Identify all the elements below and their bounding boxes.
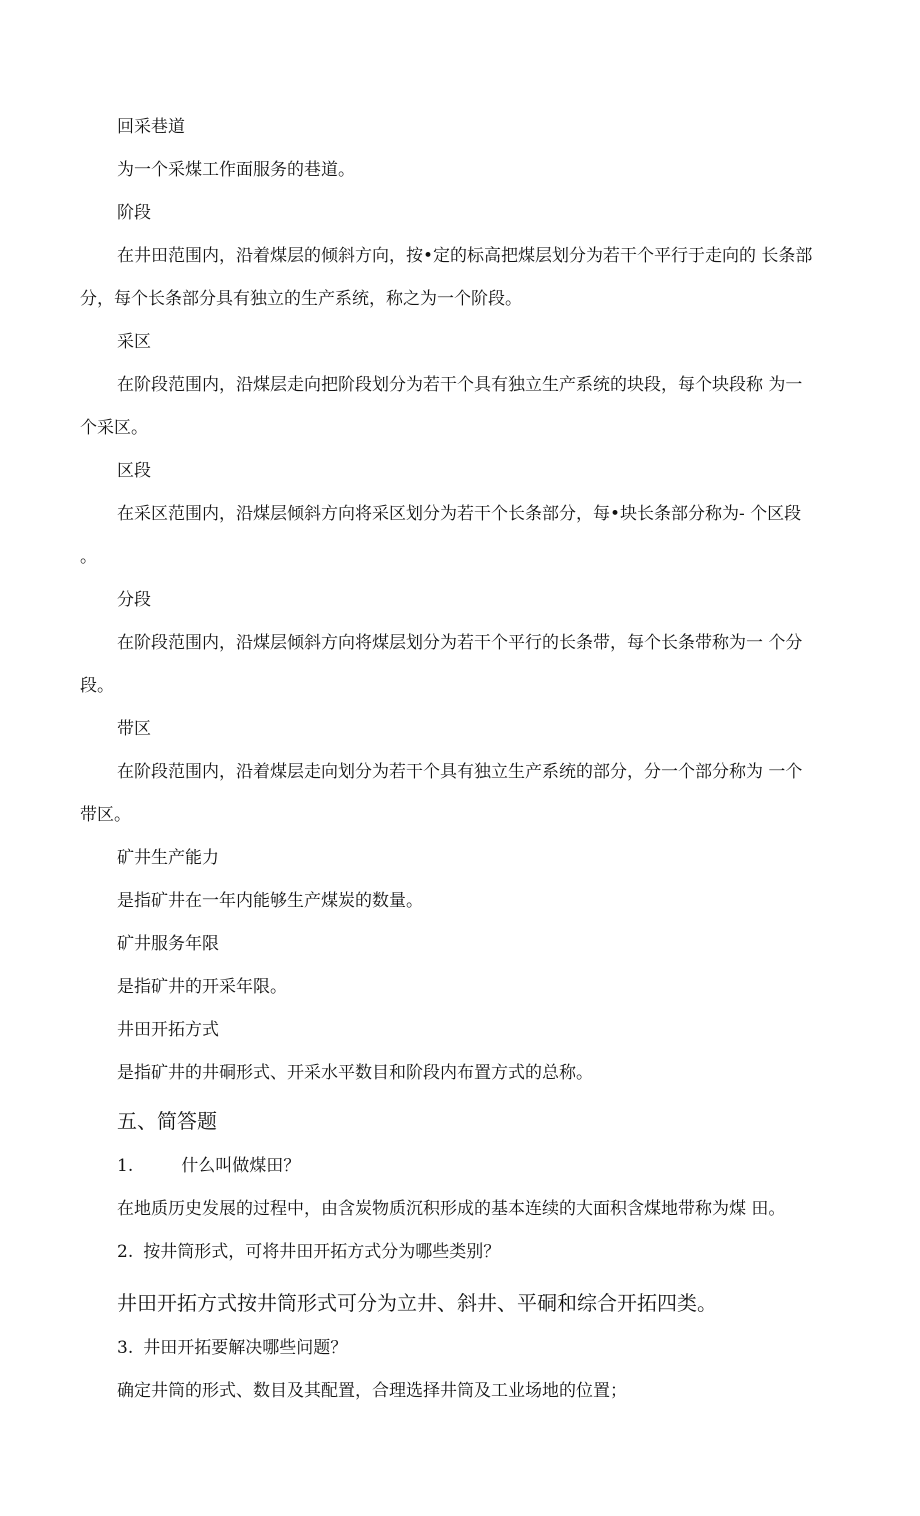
- question-text: 什么叫做煤田？: [181, 1156, 301, 1176]
- definition-text-continued: 段。: [80, 676, 114, 696]
- answer-3: 确定井筒的形式、数目及其配置，合理选择井筒及工业场地的位置；: [117, 1381, 627, 1401]
- definition-text-continued: 分，每个长条部分具有独立的生产系统，称之为一个阶段。: [80, 289, 522, 309]
- answer-2: 井田开拓方式按井筒形式可分为立井、斜井、平硐和综合开拓四类。: [117, 1291, 717, 1315]
- definition-text-continued: 。: [80, 547, 97, 567]
- definition-text: 在阶段范围内，沿煤层倾斜方向将煤层划分为若干个平行的长条带，每个长条带称为一 个分: [117, 633, 803, 653]
- question-text: 按井筒形式，可将井田开拓方式分为哪些类别？: [143, 1242, 501, 1262]
- definition-text: 是指矿井的井硐形式、开采水平数目和阶段内布置方式的总称。: [117, 1063, 593, 1083]
- definition-text: 在阶段范围内，沿着煤层走向划分为若干个具有独立生产系统的部分，分一个部分称为 一个: [117, 762, 803, 782]
- term-fenduan: 分段: [117, 590, 151, 610]
- question-number: 3.: [117, 1338, 134, 1358]
- answer-1: 在地质历史发展的过程中，由含炭物质沉积形成的基本连续的大面积含煤地带称为煤 田。: [117, 1199, 786, 1219]
- definition-text: 在采区范围内，沿煤层倾斜方向将采区划分为若干个长条部分，每•块长条部分称为- 个区段: [117, 504, 802, 524]
- definition-text: 是指矿井在一年内能够生产煤炭的数量。: [117, 891, 423, 911]
- term-kuangjing-shengchan-nengli: 矿井生产能力: [117, 848, 219, 868]
- definition-text: 在井田范围内，沿着煤层的倾斜方向，按•定的标高把煤层划分为若干个平行于走向的 长条部: [117, 246, 813, 266]
- question-number: 2.: [117, 1242, 134, 1262]
- question-2: [117, 1241, 500, 1263]
- term-huicai-hangdao: 回采巷道: [117, 117, 185, 137]
- term-quduan: 区段: [117, 461, 151, 481]
- term-kuangjing-fuwu-nianxian: 矿井服务年限: [117, 934, 219, 954]
- definition-text: 为一个采煤工作面服务的巷道。: [117, 160, 355, 180]
- definition-text: 在阶段范围内，沿煤层走向把阶段划分为若干个具有独立生产系统的块段，每个块段称 为一: [117, 375, 803, 395]
- term-caiqu: 采区: [117, 332, 151, 352]
- section-heading: 五、简答题: [117, 1109, 217, 1133]
- definition-text-continued: 个采区。: [80, 418, 148, 438]
- question-3: [117, 1337, 347, 1359]
- question-1: [117, 1155, 300, 1177]
- term-jingtian-kaituo-fangshi: 井田开拓方式: [117, 1020, 219, 1040]
- definition-text-continued: 带区。: [80, 805, 131, 825]
- term-daiqu: 带区: [117, 719, 151, 739]
- term-jieduan: 阶段: [117, 203, 151, 223]
- definition-text: 是指矿井的开采年限。: [117, 977, 287, 997]
- question-text: 井田开拓要解决哪些问题？: [143, 1338, 348, 1358]
- question-number: 1.: [117, 1156, 134, 1176]
